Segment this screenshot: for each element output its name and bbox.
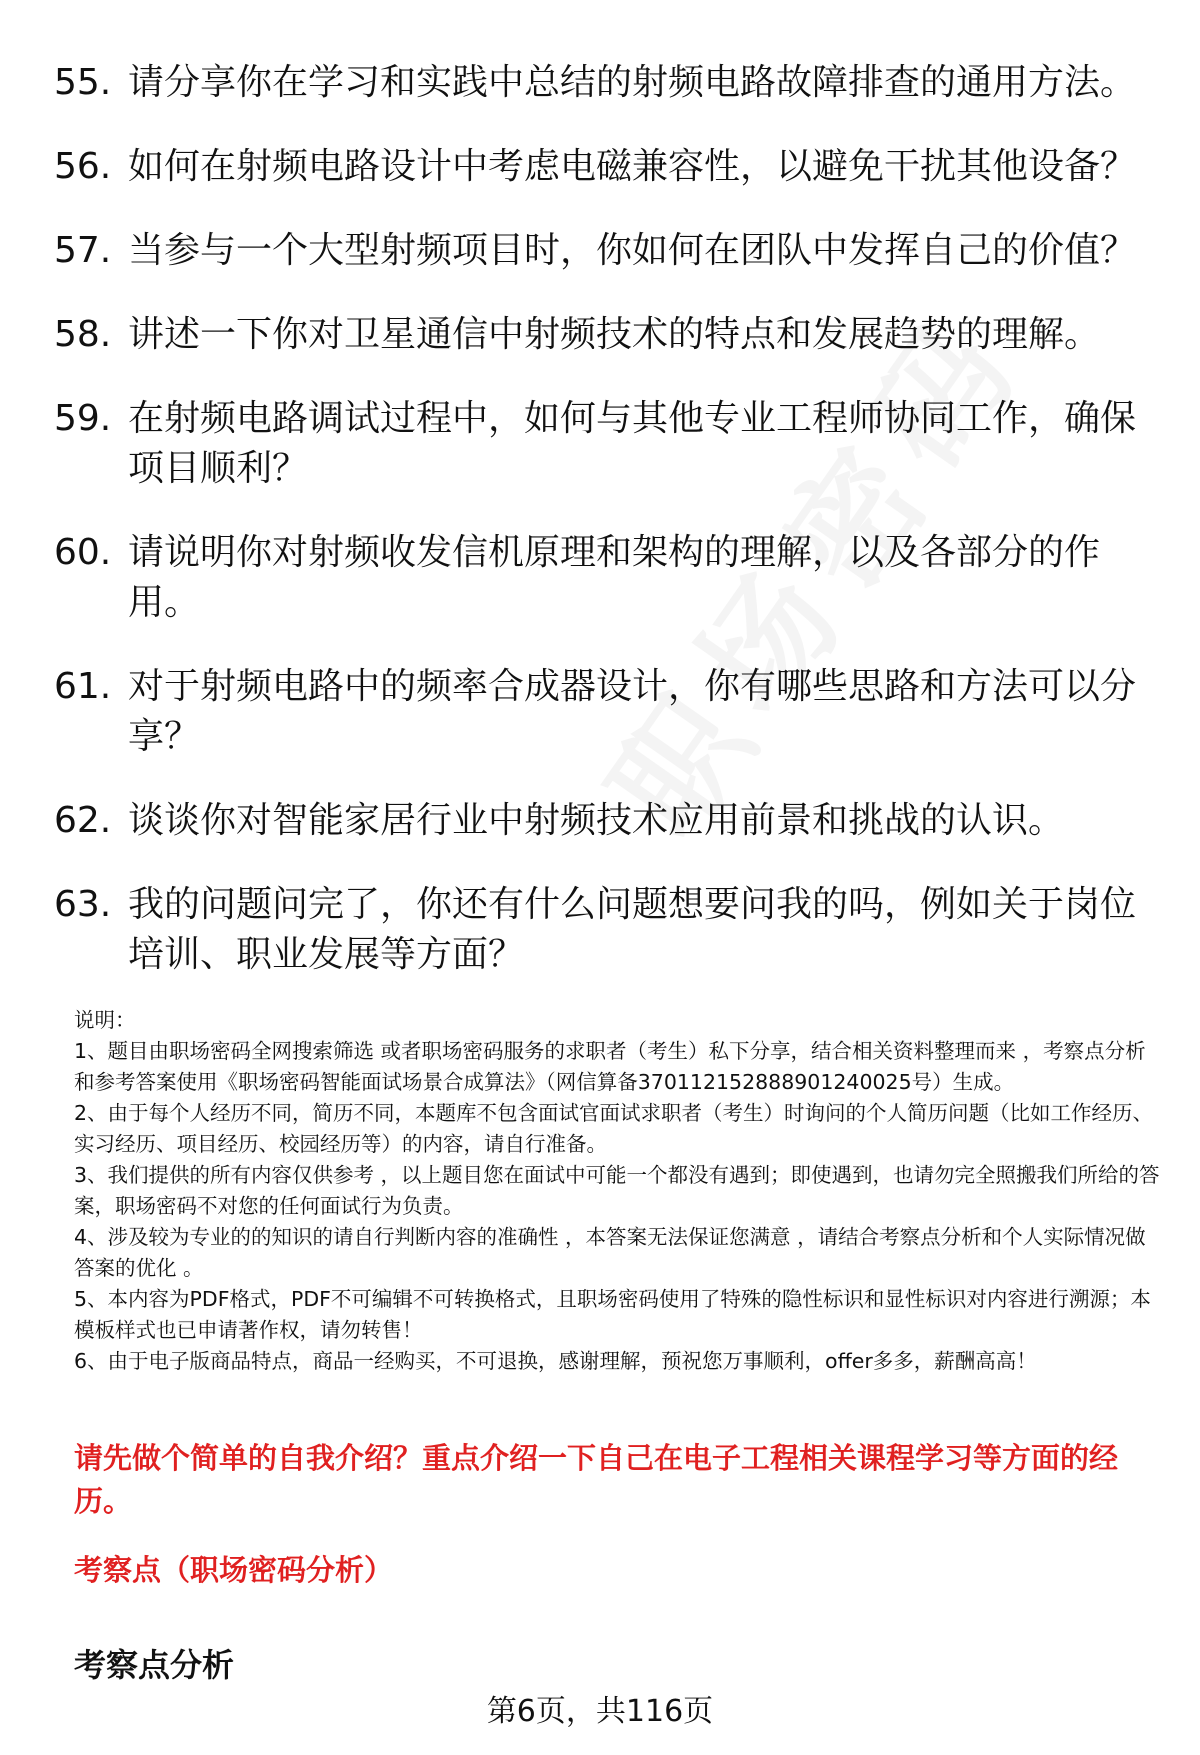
question-list [54, 58, 1154, 1014]
interview-question: 请先做个简单的自我介绍？重点介绍一下自己在电子工程相关课程学习等方面的经历。 [74, 1441, 1119, 1518]
question-number: 56. [54, 146, 112, 187]
question-number: 61. [54, 666, 112, 707]
note-item: 2、由于每个人经历不同，简历不同，本题库不包含面试官面试求职者（考生）时询问的个人简历问题（比如工作经历、实习经历、项目经历、校园经历等）的内容，请自行准备。 [74, 1101, 1154, 1156]
question-number: 63. [54, 884, 112, 925]
note-item: 3、我们提供的所有内容仅供参考 ，以上题目您在面试中可能一个都没有遇到；即使遇到，也请勿完全照搬我们所给的答案，职场密码不对您的任何面试行为负责。 [74, 1163, 1160, 1218]
notes-title: 说明： [74, 1008, 136, 1032]
question-text: 谈谈你对智能家居行业中射频技术应用前景和挑战的认识。 [128, 800, 1065, 841]
question-item [54, 880, 1154, 980]
note-item: 4、涉及较为专业的的知识的请自行判断内容的准确性 ，本答案无法保证您满意 ，请结合考察点分析和个人实际情况做答案的优化 。 [74, 1225, 1146, 1280]
question-number: 57. [54, 230, 112, 271]
question-item [54, 310, 1154, 360]
question-text: 对于射频电路中的频率合成器设计，你有哪些思路和方法可以分享？ [128, 666, 1137, 757]
question-number: 59. [54, 398, 112, 439]
question-text: 请说明你对射频收发信机原理和架构的理解，以及各部分的作用。 [128, 532, 1101, 623]
analysis-heading: 考察点分析 [74, 1646, 235, 1684]
question-item [54, 796, 1154, 846]
question-number: 62. [54, 800, 112, 841]
question-text: 当参与一个大型射频项目时，你如何在团队中发挥自己的价值？ [128, 230, 1137, 271]
question-item [54, 528, 1154, 628]
question-item [54, 662, 1154, 762]
question-item [54, 394, 1154, 494]
question-number: 55. [54, 62, 112, 103]
question-item [54, 226, 1154, 276]
note-item: 6、由于电子版商品特点，商品一经购买，不可退换，感谢理解，预祝您万事顺利，offer多多，薪酬高高！ [74, 1349, 1037, 1373]
notes-section [74, 1005, 1164, 1377]
question-text: 在射频电路调试过程中，如何与其他专业工程师协同工作，确保项目顺利？ [128, 398, 1137, 489]
note-item: 1、题目由职场密码全网搜索筛选 或者职场密码服务的求职者（考生）私下分享，结合相关资料整理而来 ，考察点分析和参考答案使用《职场密码智能面试场景合成算法》（网信算备370112152888901240025号）生成。 [74, 1039, 1146, 1094]
question-number: 60. [54, 532, 112, 573]
page-footer: 第6页，共116页 [486, 1694, 714, 1729]
question-number: 58. [54, 314, 112, 355]
note-item: 5、本内容为PDF格式，PDF不可编辑不可转换格式，且职场密码使用了特殊的隐性标识和显性标识对内容进行溯源；本模板样式也已申请著作权，请勿转售！ [74, 1287, 1151, 1342]
question-item [54, 58, 1154, 108]
question-item [54, 142, 1154, 192]
question-text: 我的问题问完了，你还有什么问题想要问我的吗，例如关于岗位培训、职业发展等方面？ [128, 884, 1137, 975]
question-text: 讲述一下你对卫星通信中射频技术的特点和发展趋势的理解。 [128, 314, 1101, 355]
question-text: 请分享你在学习和实践中总结的射频电路故障排查的通用方法。 [128, 62, 1137, 103]
question-text: 如何在射频电路设计中考虑电磁兼容性，以避免干扰其他设备？ [128, 146, 1137, 187]
analysis-label: 考察点（职场密码分析） [74, 1553, 394, 1587]
